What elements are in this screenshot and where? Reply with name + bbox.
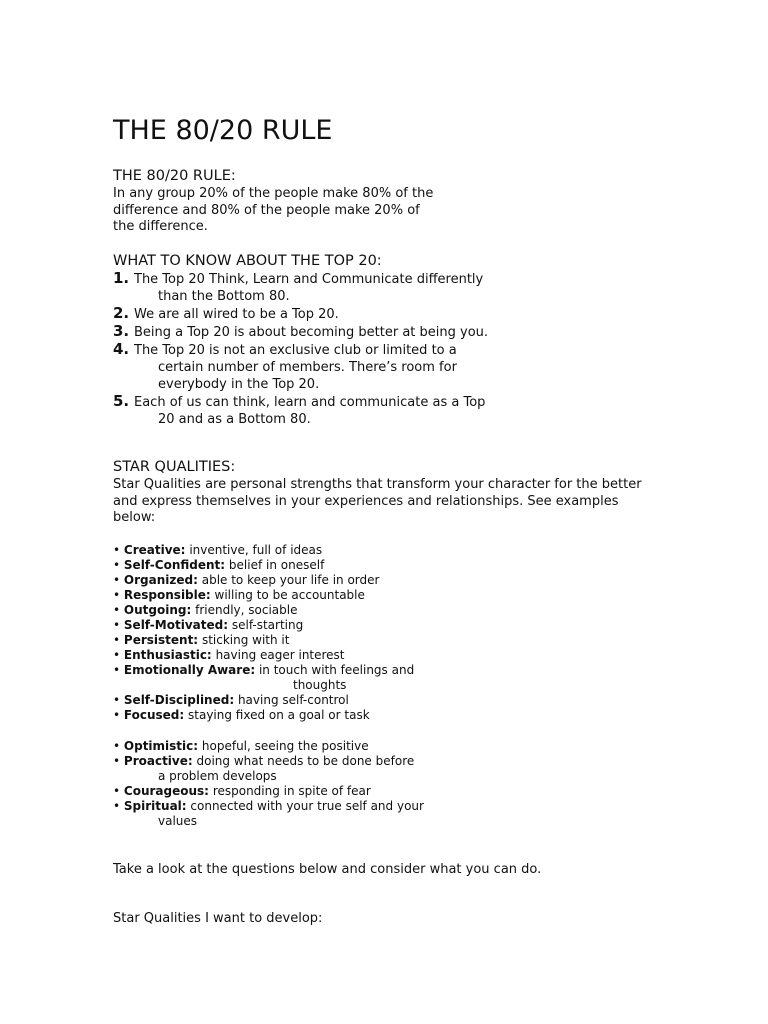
- quality-term: Self-Motivated:: [123, 618, 229, 632]
- list-item: [113, 633, 713, 648]
- top20-list: [113, 270, 713, 428]
- item-text: We are all wired to be a Top 20.: [134, 307, 339, 322]
- list-item: [113, 618, 713, 633]
- star-heading: STAR QUALITIES:: [113, 459, 236, 475]
- list-item: [113, 648, 713, 663]
- item-continuation: certain number of members. There’s room for: [158, 360, 457, 375]
- bullet: •: [113, 633, 121, 647]
- list-item: [113, 323, 713, 341]
- quality-term: Self-Disciplined:: [123, 693, 235, 707]
- rule-paragraph: [113, 186, 693, 236]
- item-continuation: everybody in the Top 20.: [158, 377, 320, 392]
- quality-desc: staying fixed on a goal or task: [188, 708, 370, 722]
- quality-desc: self-starting: [231, 618, 304, 632]
- quality-term: Responsible:: [123, 588, 211, 602]
- item-number: 5.: [113, 392, 130, 410]
- quality-desc: having eager interest: [215, 648, 345, 662]
- quality-term: Spiritual:: [123, 799, 187, 813]
- list-item: [113, 558, 713, 573]
- bullet: •: [113, 799, 121, 813]
- bullet: •: [113, 754, 121, 768]
- quality-term: Emotionally Aware:: [123, 663, 256, 677]
- quality-continuation: a problem develops: [158, 769, 277, 783]
- top20-heading: WHAT TO KNOW ABOUT THE TOP 20:: [113, 253, 382, 269]
- bullet: •: [113, 603, 121, 617]
- quality-desc: connected with your true self and your: [190, 799, 424, 813]
- item-text: Each of us can think, learn and communicate as a Top: [134, 395, 486, 410]
- star-line: Star Qualities are personal strengths that transform your character for the better: [113, 477, 642, 492]
- list-item: [113, 754, 713, 769]
- bullet: •: [113, 618, 121, 632]
- quality-term: Focused:: [123, 708, 185, 722]
- list-item: [113, 663, 713, 678]
- bullet: •: [113, 573, 121, 587]
- quality-term: Outgoing:: [123, 603, 192, 617]
- quality-desc: inventive, full of ideas: [189, 543, 323, 557]
- bullet: •: [113, 663, 121, 677]
- rule-line: the difference.: [113, 219, 208, 234]
- star-line: below:: [113, 510, 156, 525]
- quality-term: Enthusiastic:: [123, 648, 212, 662]
- quality-desc: belief in oneself: [228, 558, 325, 572]
- list-item: [113, 543, 713, 558]
- bullet: •: [113, 558, 121, 572]
- item-text: The Top 20 is not an exclusive club or limited to a: [134, 343, 457, 358]
- quality-term: Courageous:: [123, 784, 209, 798]
- quality-term: Persistent:: [123, 633, 199, 647]
- quality-term: Creative:: [123, 543, 186, 557]
- bullet: •: [113, 648, 121, 662]
- quality-term: Proactive:: [123, 754, 193, 768]
- quality-desc: willing to be accountable: [214, 588, 365, 602]
- item-text: The Top 20 Think, Learn and Communicate differently: [134, 272, 484, 287]
- item-number: 1.: [113, 269, 130, 287]
- quality-desc: hopeful, seeing the positive: [201, 739, 369, 753]
- qualities-list-2: [113, 739, 713, 829]
- quality-desc: friendly, sociable: [195, 603, 298, 617]
- bullet: •: [113, 693, 121, 707]
- quality-desc: able to keep your life in order: [201, 573, 380, 587]
- closing-text: Take a look at the questions below and consider what you can do.: [113, 862, 542, 877]
- develop-prompt: Star Qualities I want to develop:: [113, 911, 323, 926]
- bullet: •: [113, 739, 121, 753]
- qualities-list-1: [113, 543, 713, 723]
- bullet: •: [113, 588, 121, 602]
- list-item: [113, 341, 713, 393]
- bullet: •: [113, 708, 121, 722]
- quality-desc: doing what needs to be done before: [196, 754, 415, 768]
- quality-term: Organized:: [123, 573, 198, 587]
- star-line: and express themselves in your experiences and relationships. See examples: [113, 493, 619, 509]
- quality-desc: having self-control: [237, 693, 349, 707]
- item-continuation: than the Bottom 80.: [158, 289, 290, 304]
- item-text: Being a Top 20 is about becoming better at being you.: [134, 325, 489, 340]
- quality-continuation: thoughts: [293, 678, 347, 692]
- bullet: •: [113, 543, 121, 557]
- item-number: 2.: [113, 304, 130, 322]
- rule-line: In any group 20% of the people make 80% of the: [113, 186, 434, 201]
- list-item: [113, 693, 713, 708]
- list-item: [113, 573, 713, 588]
- list-item: [113, 799, 713, 814]
- list-item: [113, 588, 713, 603]
- page-title: THE 80/20 RULE: [113, 115, 333, 146]
- quality-desc: in touch with feelings and: [258, 663, 415, 677]
- quality-term: Self-Confident:: [123, 558, 226, 572]
- star-paragraph: [113, 477, 713, 527]
- item-number: 3.: [113, 322, 130, 340]
- quality-continuation: values: [158, 814, 198, 828]
- quality-desc: sticking with it: [201, 633, 290, 647]
- rule-line: difference and 80% of the people make 20% of: [113, 202, 420, 218]
- list-item: [113, 393, 713, 428]
- list-item: [113, 739, 713, 754]
- list-item: [113, 784, 713, 799]
- list-item: [113, 305, 713, 323]
- quality-desc: responding in spite of fear: [212, 784, 371, 798]
- bullet: •: [113, 784, 121, 798]
- list-item: [113, 603, 713, 618]
- item-number: 4.: [113, 340, 130, 358]
- list-item: [113, 708, 713, 723]
- item-continuation: 20 and as a Bottom 80.: [158, 412, 311, 427]
- rule-heading: THE 80/20 RULE:: [113, 168, 236, 184]
- quality-term: Optimistic:: [123, 739, 199, 753]
- list-item: [113, 270, 713, 305]
